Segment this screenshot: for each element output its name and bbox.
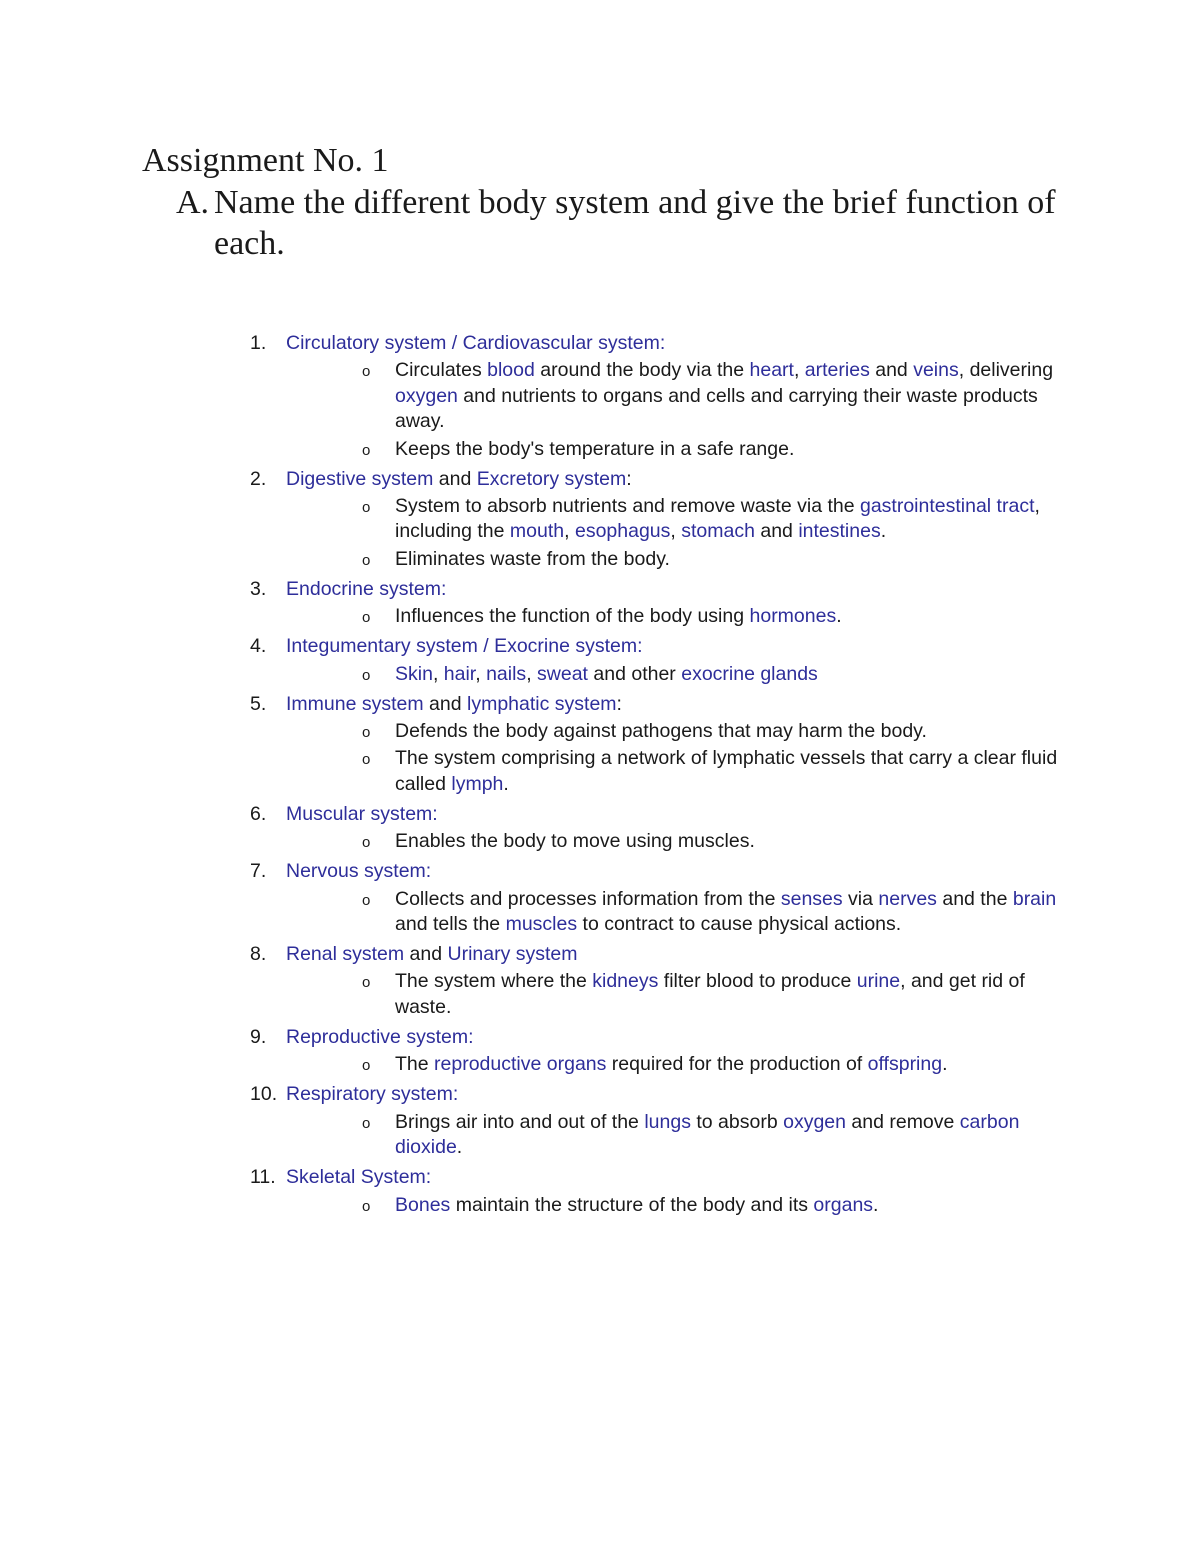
term-text: kidneys <box>592 970 659 993</box>
list-item <box>250 467 1070 573</box>
plain-text: and <box>869 359 914 382</box>
plain-text: The <box>395 1053 435 1076</box>
plain-text: , <box>670 520 682 543</box>
plain-text: , <box>564 520 575 543</box>
bullet-marker: o <box>362 441 371 459</box>
bullet-list <box>286 604 1070 630</box>
plain-text: and <box>404 943 448 966</box>
item-number: 7. <box>250 860 267 883</box>
system-heading <box>286 692 1070 718</box>
bullet-item <box>286 887 1070 938</box>
bullet-text <box>395 970 1025 1018</box>
bullet-item <box>286 1052 1070 1078</box>
plain-text: Enables the body to move using muscles. <box>395 830 755 853</box>
term-text: senses <box>780 887 843 910</box>
plain-text: . <box>942 1053 948 1076</box>
system-heading <box>286 859 1070 885</box>
list-item <box>250 802 1070 855</box>
bullet-item <box>286 829 1070 855</box>
bullet-marker: o <box>362 609 371 627</box>
plain-text: maintain the structure of the body and its <box>450 1193 814 1216</box>
term-text: carbon dioxide <box>395 1110 1020 1159</box>
bullet-text <box>395 747 1057 795</box>
bullet-marker: o <box>362 1197 371 1215</box>
bullet-text <box>395 548 670 570</box>
bullet-text <box>395 495 1040 543</box>
bullet-list <box>286 829 1070 855</box>
term-text: intestines <box>798 520 881 543</box>
term-text: Reproductive system: <box>286 1026 474 1049</box>
term-text: nerves <box>878 887 937 910</box>
plain-text: to contract to cause physical actions. <box>577 913 902 936</box>
term-text: heart <box>749 359 794 382</box>
bullet-marker: o <box>362 834 371 852</box>
system-heading <box>286 1082 1070 1108</box>
bullet-list <box>286 1052 1070 1078</box>
question-a <box>176 182 1076 264</box>
bullet-marker: o <box>362 666 371 684</box>
bullet-text <box>395 830 755 852</box>
term-text: Integumentary system / Exocrine system: <box>286 635 643 658</box>
system-heading <box>286 942 1070 968</box>
bullet-marker: o <box>362 498 371 516</box>
plain-text: filter blood to produce <box>658 970 857 993</box>
list-item <box>250 1025 1070 1078</box>
system-heading <box>286 634 1070 660</box>
bullet-list <box>286 1110 1070 1161</box>
item-number: 4. <box>250 635 267 658</box>
term-text: hormones <box>749 605 837 628</box>
bullet-marker: o <box>362 723 371 741</box>
plain-text: . <box>456 1136 463 1159</box>
plain-text: Influences the function of the body using <box>395 605 750 628</box>
term-text: Skin <box>395 662 433 685</box>
bullet-text <box>395 720 927 742</box>
list-item <box>250 331 1070 462</box>
list-item <box>250 1082 1070 1160</box>
plain-text: , and get rid of waste. <box>395 970 1025 1018</box>
assignment-title: Assignment No. 1 <box>142 142 389 179</box>
bullet-text <box>395 1111 1019 1159</box>
term-text: offspring <box>867 1053 943 1076</box>
bullet-item <box>286 358 1070 435</box>
list-item <box>250 859 1070 937</box>
plain-text: : <box>616 692 622 715</box>
plain-text: . <box>880 520 887 543</box>
bullet-list <box>286 887 1070 938</box>
plain-text: , <box>432 662 444 685</box>
term-text: Skeletal System: <box>286 1166 432 1189</box>
plain-text: Collects and processes information from the <box>395 887 781 910</box>
question-label: A. <box>176 184 210 221</box>
bullet-item <box>286 604 1070 630</box>
term-text: urine <box>856 970 901 993</box>
bullet-marker: o <box>362 974 371 992</box>
plain-text: , delivering <box>958 359 1054 382</box>
bullet-item <box>286 719 1070 745</box>
bullet-item <box>286 437 1070 463</box>
term-text: organs <box>813 1193 874 1216</box>
bullet-item <box>286 969 1070 1020</box>
plain-text: The system comprising a network of lymphatic vessels that carry a clear fluid called <box>395 747 1058 795</box>
item-number: 9. <box>250 1026 267 1049</box>
term-text: lungs <box>644 1110 691 1133</box>
item-number: 3. <box>250 577 267 600</box>
plain-text: around the body via the <box>534 359 750 382</box>
system-heading <box>286 1025 1070 1051</box>
term-text: muscles <box>505 913 578 936</box>
bullet-item <box>286 1110 1070 1161</box>
plain-text: required for the production of <box>606 1053 868 1076</box>
list-item <box>250 577 1070 630</box>
term-text: reproductive organs <box>434 1053 607 1076</box>
plain-text: and <box>754 520 799 543</box>
plain-text: Defends the body against pathogens that may harm the body. <box>395 719 927 742</box>
item-number: 10. <box>250 1083 278 1106</box>
term-text: Respiratory system: <box>286 1083 459 1106</box>
plain-text: and <box>433 467 477 490</box>
bullet-list <box>286 358 1070 462</box>
item-number: 6. <box>250 802 267 825</box>
bullet-marker: o <box>362 363 371 381</box>
bullet-item <box>286 494 1070 545</box>
term-text: Nervous system: <box>286 860 432 883</box>
term-text: veins <box>913 359 959 382</box>
plain-text: , <box>793 359 805 382</box>
bullet-marker: o <box>362 1057 371 1075</box>
term-text: Circulatory system / Cardiovascular system: <box>286 332 666 354</box>
plain-text: : <box>626 467 632 490</box>
plain-text: and tells the <box>395 913 506 936</box>
plain-text: to absorb <box>690 1110 784 1133</box>
bullet-marker: o <box>362 551 371 569</box>
plain-text: Circulates <box>395 359 488 382</box>
plain-text: , including the <box>395 494 1040 543</box>
bullet-marker: o <box>362 1114 371 1132</box>
system-heading <box>286 331 1070 357</box>
item-number: 8. <box>250 943 267 966</box>
plain-text: Eliminates waste from the body. <box>395 547 670 570</box>
plain-text: and the <box>936 887 1013 910</box>
bullet-text <box>395 663 818 685</box>
plain-text: The system where the <box>395 970 593 993</box>
item-number: 2. <box>250 467 267 490</box>
list-item <box>250 1165 1070 1218</box>
bullet-item <box>286 547 1070 573</box>
plain-text: Brings air into and out of the <box>395 1110 645 1133</box>
plain-text: , <box>526 662 538 685</box>
term-text: oxygen <box>395 384 458 407</box>
item-number: 1. <box>250 332 267 354</box>
term-text: Muscular system: <box>286 802 438 825</box>
bullet-item <box>286 662 1070 688</box>
list-item <box>250 942 1070 1020</box>
list-item <box>250 634 1070 687</box>
term-text: Digestive system <box>286 467 434 490</box>
bullet-list <box>286 662 1070 688</box>
bullet-text <box>395 438 794 460</box>
term-text: arteries <box>804 359 870 382</box>
term-text: stomach <box>681 520 755 543</box>
item-number: 5. <box>250 692 267 715</box>
term-text: Urinary system <box>447 943 578 966</box>
plain-text: and <box>423 692 467 715</box>
bullet-text <box>395 359 1053 432</box>
plain-text: . <box>836 605 842 628</box>
plain-text: System to absorb nutrients and remove waste via the <box>395 494 860 517</box>
term-text: brain <box>1012 887 1057 910</box>
body-systems-list <box>250 331 1070 1218</box>
term-text: lymph <box>451 772 504 795</box>
plain-text: . <box>873 1193 879 1216</box>
system-heading <box>286 1165 1070 1191</box>
term-text: hair <box>443 662 476 685</box>
system-heading <box>286 802 1070 828</box>
term-text: Endocrine system: <box>286 577 447 600</box>
bullet-text <box>395 605 842 627</box>
bullet-text <box>395 1053 948 1075</box>
term-text: esophagus <box>574 520 671 543</box>
plain-text: and remove <box>845 1110 960 1133</box>
list-item <box>250 692 1070 798</box>
plain-text: via <box>842 887 879 910</box>
term-text: Renal system <box>286 943 405 966</box>
bullet-list <box>286 969 1070 1020</box>
term-text: Excretory system <box>476 467 627 490</box>
plain-text: Keeps the body's temperature in a safe range. <box>395 437 795 460</box>
term-text: oxygen <box>783 1110 846 1133</box>
bullet-marker: o <box>362 751 371 769</box>
term-text: Bones <box>395 1193 451 1216</box>
term-text: blood <box>487 359 535 382</box>
bullet-marker: o <box>362 891 371 909</box>
bullet-list <box>286 719 1070 797</box>
term-text: mouth <box>509 520 565 543</box>
bullet-item <box>286 746 1070 797</box>
term-text: lymphatic system <box>467 692 617 715</box>
term-text: gastrointestinal tract <box>859 494 1035 517</box>
term-text: sweat <box>537 662 588 685</box>
bullet-list <box>286 1193 1070 1219</box>
plain-text: , <box>475 662 487 685</box>
system-heading <box>286 577 1070 603</box>
plain-text: and other <box>587 662 682 685</box>
item-number: 11. <box>250 1166 276 1189</box>
term-text: nails <box>486 662 527 685</box>
bullet-item <box>286 1193 1070 1219</box>
term-text: exocrine glands <box>681 662 818 685</box>
term-text: Immune system <box>286 692 424 715</box>
bullet-text <box>395 888 1056 936</box>
question-text: Name the different body system and give the brief function of each. <box>214 184 1056 262</box>
bullet-list <box>286 494 1070 572</box>
plain-text: and nutrients to organs and cells and carrying their waste products away. <box>395 384 1038 433</box>
plain-text: . <box>503 772 509 795</box>
system-heading <box>286 467 1070 493</box>
bullet-text <box>395 1194 878 1216</box>
